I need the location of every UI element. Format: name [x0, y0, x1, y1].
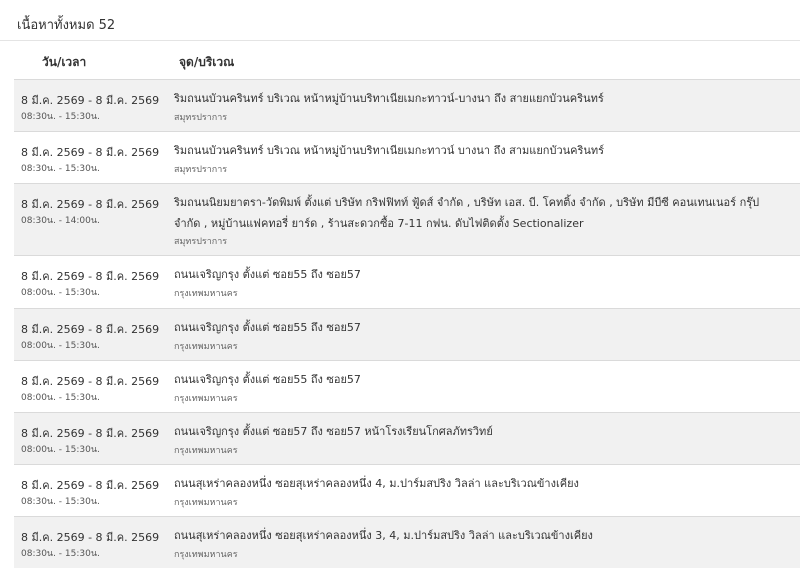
outage-area: ถนนสุเหร่าคลองหนึ่ง ซอยสุเหร่าคลองหนึ่ง 3, 4, ม.ปาร์มสปริง วิลล่า และบริเวณข้างเคียง: [174, 529, 593, 542]
outage-province: กรุงเทพมหานคร: [174, 394, 238, 404]
table-row[interactable]: [14, 516, 800, 568]
outage-province: กรุงเทพมหานคร: [174, 550, 238, 560]
outage-time-range: 08:30น. - 14:00น.: [21, 216, 100, 226]
outage-area: ถนนสุเหร่าคลองหนึ่ง ซอยสุเหร่าคลองหนึ่ง 4, ม.ปาร์มสปริง วิลล่า และบริเวณข้างเคียง: [174, 477, 579, 490]
outage-province: สมุทรปราการ: [174, 165, 228, 175]
outage-time-range: 08:00น. - 15:30น.: [21, 288, 100, 298]
results-header: [0, 0, 800, 41]
table-row[interactable]: [14, 464, 800, 516]
outage-area: ริมถนนบัวนครินทร์ บริเวณ หน้าหมู่บ้านบริทาเนียเมกะทาวน์ บางนา ถึง สามแยกบัวนครินทร์: [174, 144, 605, 157]
outage-time-range: 08:00น. - 15:30น.: [21, 393, 100, 403]
outage-province: กรุงเทพมหานคร: [174, 446, 238, 456]
outage-area: ริมถนนนิยมยาตรา-วัดพิมพ์ ตั้งแต่ บริษัท กริฟฟิทท์ ฟู้ดส์ จำกัด , บริษัท เอส. บี. โคทติ้ง จำกัด , บริษัท มีบีซี คอนเทนเนอร์ กรุ๊ป จำกัด , หมู่บ้านแฟคทอรี่ ยาร์ด , ร้านสะดวกซื้อ 7-11 กฟน. ดับไฟติดตั้ง Sectionalizer: [174, 196, 760, 230]
outage-province: กรุงเทพมหานคร: [174, 342, 238, 352]
outage-province: กรุงเทพมหานคร: [174, 289, 238, 299]
outage-area: ถนนเจริญกรุง ตั้งแต่ ซอย57 ถึง ซอย57 หน้าโรงเรียนโกศลภัทรวิทย์: [174, 425, 493, 438]
table-row[interactable]: [14, 79, 800, 131]
column-header-datetime: วัน/เวลา: [42, 55, 87, 69]
outage-time-range: 08:30น. - 15:30น.: [21, 497, 100, 507]
results-total: เนื้อหาทั้งหมด 52: [17, 18, 116, 33]
outage-date-range: 8 มี.ค. 2569 - 8 มี.ค. 2569: [21, 270, 160, 283]
outage-date-range: 8 มี.ค. 2569 - 8 มี.ค. 2569: [21, 198, 160, 211]
table-row[interactable]: [14, 412, 800, 464]
outage-area: ถนนเจริญกรุง ตั้งแต่ ซอย55 ถึง ซอย57: [174, 321, 361, 334]
outage-date-range: 8 มี.ค. 2569 - 8 มี.ค. 2569: [21, 146, 160, 159]
outage-date-range: 8 มี.ค. 2569 - 8 มี.ค. 2569: [21, 323, 160, 336]
outage-time-range: 08:30น. - 15:30น.: [21, 112, 100, 122]
table-row[interactable]: [14, 183, 800, 255]
table-row[interactable]: [14, 360, 800, 412]
table-header-row: [0, 42, 800, 79]
table-row[interactable]: [14, 255, 800, 308]
table-row[interactable]: [14, 308, 800, 360]
outage-date-range: 8 มี.ค. 2569 - 8 มี.ค. 2569: [21, 375, 160, 388]
outage-date-range: 8 มี.ค. 2569 - 8 มี.ค. 2569: [21, 479, 160, 492]
outage-area: ริมถนนบัวนครินทร์ บริเวณ หน้าหมู่บ้านบริทาเนียเมกะทาวน์-บางนา ถึง สายแยกบัวนครินทร์: [174, 92, 604, 105]
outage-area: ถนนเจริญกรุง ตั้งแต่ ซอย55 ถึง ซอย57: [174, 373, 361, 386]
table-row[interactable]: [14, 131, 800, 183]
outage-date-range: 8 มี.ค. 2569 - 8 มี.ค. 2569: [21, 94, 160, 107]
outage-province: สมุทรปราการ: [174, 113, 228, 123]
outage-time-range: 08:30น. - 15:30น.: [21, 549, 100, 559]
outage-province: สมุทรปราการ: [174, 237, 228, 247]
outage-area: ถนนเจริญกรุง ตั้งแต่ ซอย55 ถึง ซอย57: [174, 268, 361, 281]
outage-date-range: 8 มี.ค. 2569 - 8 มี.ค. 2569: [21, 531, 160, 544]
outage-time-range: 08:30น. - 15:30น.: [21, 164, 100, 174]
outage-province: กรุงเทพมหานคร: [174, 498, 238, 508]
column-header-area: จุด/บริเวณ: [179, 55, 235, 69]
outage-time-range: 08:00น. - 15:30น.: [21, 341, 100, 351]
outage-time-range: 08:00น. - 15:30น.: [21, 445, 100, 455]
outage-date-range: 8 มี.ค. 2569 - 8 มี.ค. 2569: [21, 427, 160, 440]
